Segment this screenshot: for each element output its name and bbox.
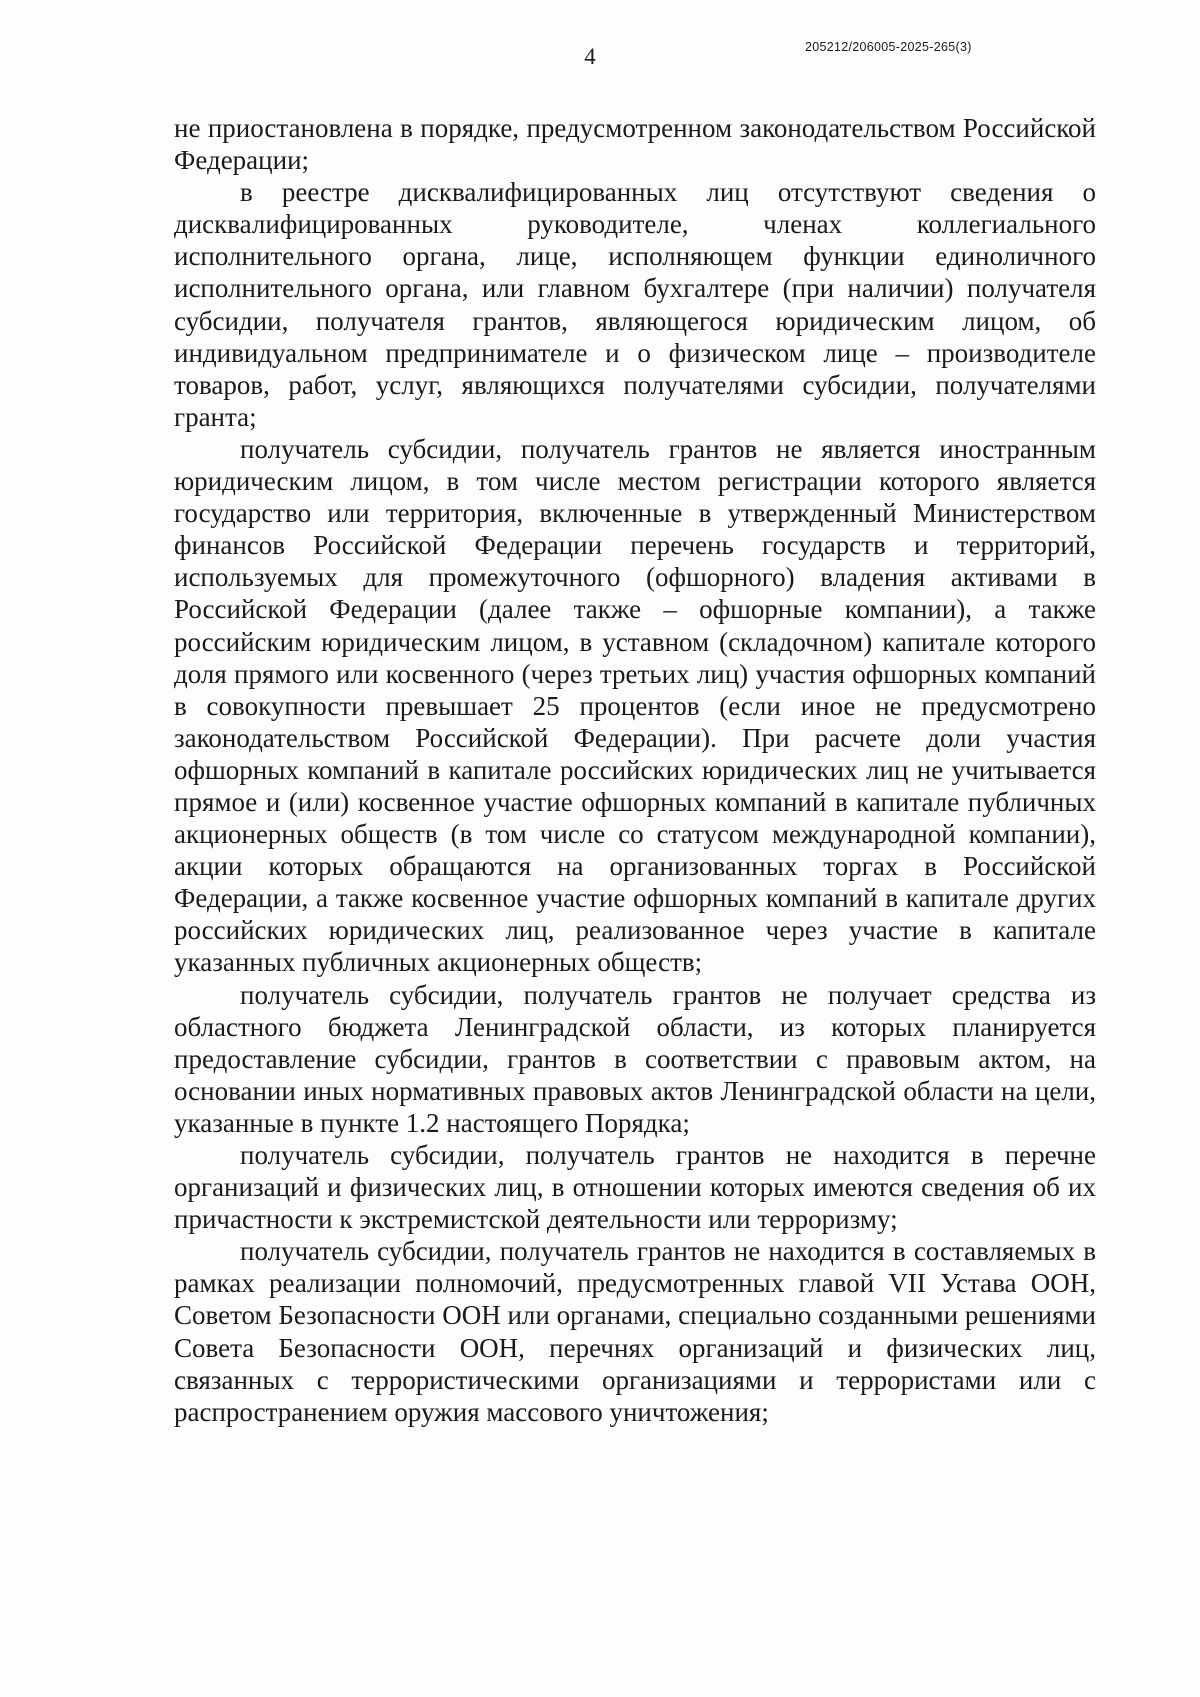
paragraph-continuation: не приостановлена в порядке, предусмотренном законодательством Российской Федерации; bbox=[174, 113, 1096, 176]
paragraph-un-security-council: получатель субсидии, получатель грантов не находится в составляемых в рамках реализации полномочий, предусмотренных главой VII Устава ООН, Советом Безопасности ООН или органами, специально созданными решениями Совета Безопасности ООН, перечнях организаций и физических лиц, связанных с террористическими организациями и террористами или с распространением оружия массового уничтожения; bbox=[174, 1236, 1096, 1427]
paragraph-disqualified-registry: в реестре дисквалифицированных лиц отсутствуют сведения о дисквалифицированных руководителе, членах коллегиального исполнительного органа, лице, исполняющем функции единоличного исполнительного органа, или главном бухгалтере (при наличии) получателя субсидии, получателя грантов, являющегося юридическим лицом, об индивидуальном предпринимателе и о физическом лице – производителе товаров, работ, услуг, являющихся получателями субсидии, получателями гранта; bbox=[174, 177, 1096, 432]
paragraph-extremism-list: получатель субсидии, получатель грантов не находится в перечне организаций и физических лиц, в отношении которых имеются сведения об их причастности к экстремистской деятельности или терроризму; bbox=[174, 1140, 1096, 1235]
page-number: 4 bbox=[584, 44, 596, 69]
document-id: 205212/206005-2025-265(3) bbox=[805, 40, 972, 54]
paragraph-offshore-companies: получатель субсидии, получатель грантов не является иностранным юридическим лицом, в том числе местом регистрации которого является государство или территория, включенные в утвержденный Министерством финансов Российской Федерации перечень государств и территорий, используемых для промежуточного (офшорного) владения активами в Российской Федерации (далее также – офшорные компании), а также российским юридическим лицом, в уставном (складочном) капитале которого доля прямого или косвенного (через третьих лиц) участия офшорных компаний в совокупности превышает 25 процентов (если иное не предусмотрено законодательством Российской Федерации). При расчете доли участия офшорных компаний в капитале российских юридических лиц не учитывается прямое и (или) косвенное участие офшорных компаний в капитале публичных акционерных обществ (в том числе со статусом международной компании), акции которых обращаются на организованных торгах в Российской Федерации, а также косвенное участие офшорных компаний в капитале других российских юридических лиц, реализованное через участие в капитале указанных публичных акционерных обществ; bbox=[174, 433, 1096, 978]
document-body bbox=[174, 112, 1096, 1428]
paragraph-regional-budget: получатель субсидии, получатель грантов не получает средства из областного бюджета Ленинградской области, из которых планируется предоставление субсидии, грантов в соответствии с правовым актом, на основании иных нормативных правовых актов Ленинградской области на цели, указанные в пункте 1.2 настоящего Порядка; bbox=[174, 979, 1096, 1138]
